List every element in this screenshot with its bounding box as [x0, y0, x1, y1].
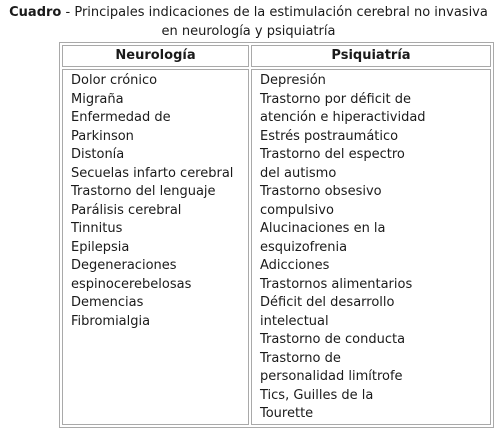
column-psiquiatria [251, 69, 491, 425]
list-item: Trastorno de conducta [260, 332, 406, 347]
column-neurologia [62, 69, 249, 425]
list-item: Enfermedad de [71, 110, 171, 125]
list-item: Demencias [71, 295, 144, 310]
list-item: Parálisis cerebral [71, 202, 182, 218]
list-item: Dolor crónico [71, 73, 158, 88]
list-item: Tics, Guilles de la [260, 387, 374, 403]
list-item: Trastorno por déficit de [260, 91, 411, 107]
caption-title: Principales indicaciones de la estimulación cerebral no invasiva [74, 5, 488, 20]
list-item: esquizofrenia [260, 239, 348, 255]
caption-label: Cuadro [9, 5, 62, 20]
list-item: Depresión [260, 73, 326, 88]
list-item: Migraña [71, 91, 124, 107]
list-item: Epilepsia [71, 239, 130, 255]
caption-line-2: en neurología y psiquiatría [161, 24, 336, 39]
header-neurologia: Neurología [62, 45, 249, 67]
list-item: Estrés postraumático [260, 128, 399, 144]
list-item: personalidad limítrofe [260, 369, 403, 384]
list-item: Fibromialgia [71, 313, 151, 329]
list-item: Adicciones [260, 258, 330, 273]
caption-line-1 [0, 3, 497, 22]
list-item: Trastorno del espectro [260, 147, 405, 162]
list-item: Déficit del desarrollo [260, 295, 395, 310]
list-item: Alucinaciones en la [260, 221, 386, 236]
list-item: compulsivo [260, 202, 334, 218]
header-psiquiatria: Psiquiatría [251, 45, 491, 67]
list-item: Secuelas infarto cerebral [71, 165, 234, 181]
list-item: Trastorno del lenguaje [71, 184, 216, 199]
table-caption [0, 3, 497, 41]
list-item: Tinnitus [71, 221, 123, 236]
list-item: Trastorno obsesivo [260, 184, 382, 199]
list-item: Parkinson [71, 128, 134, 144]
list-item: del autismo [260, 165, 337, 181]
caption-separator: - [61, 5, 75, 20]
list-item: espinocerebelosas [71, 276, 192, 292]
list-item: Trastorno de [260, 350, 341, 366]
list-item: Tourette [260, 406, 314, 421]
list-item: intelectual [260, 313, 329, 329]
list-item: Trastornos alimentarios [260, 276, 413, 292]
list-item: Degeneraciones [71, 258, 177, 273]
list-item: atención e hiperactividad [260, 110, 426, 125]
list-item: Distonía [71, 147, 125, 162]
indications-table [59, 42, 494, 428]
